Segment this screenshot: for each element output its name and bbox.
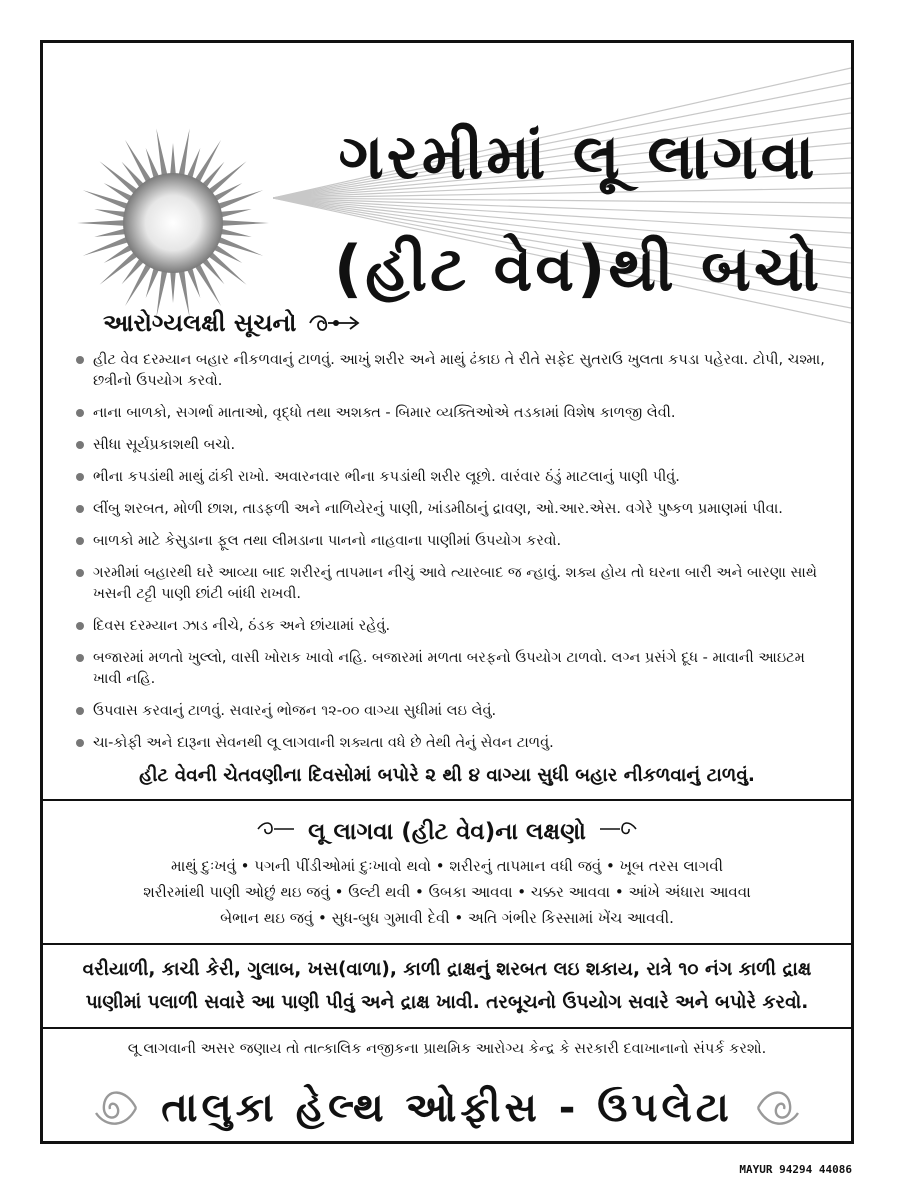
divider (43, 799, 851, 801)
title-line-1: ગરમીમાં લૂ લાગવા (338, 120, 818, 193)
contact-note: લૂ લાગવાની અસર જણાય તો તાત્કાલિક નજીકના પ્રાથમિક આરોગ્ય કેન્દ્ર કે સરકારી દવાખાનાનો સંપર્ક કરશો. (127, 1041, 767, 1057)
list-item: નાના બાળકો, સગર્ભા માતાઓ, વૃદ્ધો તથા અશક્ત - બિમાર વ્યક્તિઓએ તડકામાં વિશેષ કાળજી લેવી. (73, 403, 833, 424)
list-item: ચા-કોફી અને દારૂના સેવનથી લૂ લાગવાની શક્યતા વધે છે તેથી તેનું સેવન ટાળવું. (73, 733, 833, 754)
advice-heading (103, 309, 362, 337)
printer-credit: MAYUR 94294 44086 (739, 1163, 852, 1176)
heat-warning: હીટ વેવની ચેતવણીના દિવસોમાં બપોરે ૨ થી ૪ વાગ્યા સુધી બહાર નીકળવાનું ટાળવું. (139, 765, 755, 786)
filigree-icon (86, 1083, 141, 1133)
title-line-2: (હીટ વેવ)થી બચો (333, 232, 823, 305)
list-item: દિવસ દરમ્યાન ઝાડ નીચે, ઠંડક અને છાંયામાં રહેવું. (73, 616, 833, 637)
scroll-ornament-icon (306, 312, 362, 334)
drinks-line: વરીયાળી, કાચી કેરી, ગુલાબ, ખસ(વાળા), કાળી દ્રાક્ષનું શરબત લઇ શકાય, રાત્રે ૧૦ નંગ કાળી દ્રાક્ષ (82, 959, 812, 980)
symptoms-heading (43, 819, 851, 845)
drinks-advice (53, 953, 841, 1019)
symptoms-line: શરીરમાંથી પાણી ઓછું થઇ જવું • ઉલ્ટી થવી • ઉબકા આવવા • ચક્કર આવવા • આંખે અંધારા આવવા (143, 883, 751, 901)
list-item: બજારમાં મળતો ખુલ્લો, વાસી ખોરાક ખાવો નહિ. બજારમાં મળતા બરફનો ઉપયોગ ટાળવો. લગ્ન પ્રસંગે દૂધ - માવાની આઇટમ ખાવી નહિ. (73, 648, 833, 690)
divider (43, 1027, 851, 1029)
symptoms-heading-text: લૂ લાગવા (હીટ વેવ)ના લક્ષણો (308, 819, 586, 845)
office-name: તાલુકા હેલ્થ ઓફીસ - ઉપલેટા (161, 1085, 733, 1131)
filigree-icon (256, 819, 296, 845)
symptoms-line: માથું દુઃખવું • પગની પીંડીઓમાં દુઃખાવો થવો • શરીરનું તાપમાન વધી જવું • ખૂબ તરસ લાગવી (171, 857, 723, 875)
sun-icon (73, 123, 273, 323)
office-footer (43, 1073, 851, 1143)
list-item: હીટ વેવ દરમ્યાન બહાર નીકળવાનું ટાળવું. આખું શરીર અને માથું ઢંકાઇ તે રીતે સફેદ સુતરાઉ ખુલતા કપડા પહેરવા. ટોપી, ચશ્મા, છત્રીનો ઉપયોગ કરવો. (73, 350, 833, 392)
poster-frame (40, 40, 854, 1144)
header (43, 43, 851, 343)
symptoms-line: બેભાન થઇ જવું • સુધ-બુધ ગુમાવી દેવી • અતિ ગંભીર કિસ્સામાં ખેંચ આવવી. (220, 909, 674, 927)
symptoms-list (43, 853, 851, 931)
advice-list (73, 350, 833, 765)
list-item: ગરમીમાં બહારથી ઘરે આવ્યા બાદ શરીરનું તાપમાન નીચું આવે ત્યારબાદ જ ન્હાવું. શક્ય હોય તો ઘરના બારી અને બારણા સાથે ખસની ટટ્ટી પાણી છાંટી બાંધી રાખવી. (73, 563, 833, 605)
list-item: ભીના કપડાંથી માથું ઢાંકી રાખો. અવારનવાર ભીના કપડાંથી શરીર લૂછો. વારંવાર ઠંડું માટલાનું પાણી પીવું. (73, 467, 833, 488)
list-item: સીધા સૂર્યપ્રકાશથી બચો. (73, 435, 833, 456)
page-title (313, 101, 843, 325)
filigree-icon (753, 1083, 808, 1133)
drinks-line: પાણીમાં પલાળી સવારે આ પાણી પીવું અને દ્રાક્ષ ખાવી. તરબૂચનો ઉપયોગ સવારે અને બપોરે કરવો. (85, 992, 809, 1013)
list-item: લીંબુ શરબત, મોળી છાશ, તાડફળી અને નાળિયેરનું પાણી, ખાંડમીઠાનું દ્રાવણ, ઓ.આર.એસ. વગેરે પુષ્કળ પ્રમાણમાં પીવા. (73, 499, 833, 520)
filigree-icon (598, 819, 638, 845)
list-item: બાળકો માટે કેસુડાના ફૂલ તથા લીમડાના પાનનો નાહવાના પાણીમાં ઉપયોગ કરવો. (73, 531, 833, 552)
list-item: ઉપવાસ કરવાનું ટાળવું. સવારનું ભોજન ૧૨-૦૦ વાગ્યા સુધીમાં લઇ લેવું. (73, 701, 833, 722)
divider (43, 943, 851, 945)
advice-heading-text: આરોગ્યલક્ષી સૂચનો (103, 309, 297, 337)
